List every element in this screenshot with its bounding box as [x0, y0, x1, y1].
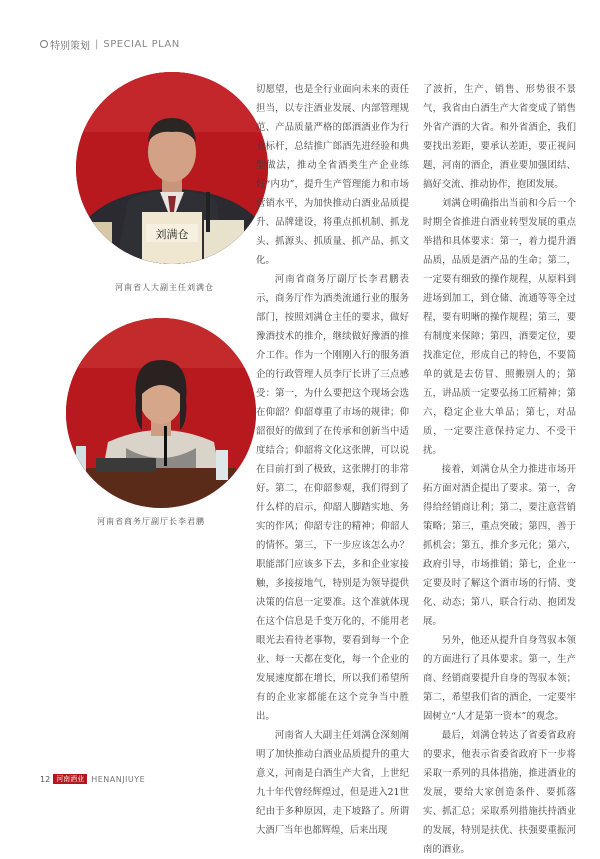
- photo-caption-liu: 河南省人大副主任刘满仓: [115, 283, 214, 292]
- paragraph: 刘满仓明确指出当前和今后一个时期全省推进白酒业转型发展的重点举措和具体要求：第一，着力提升酒品质，品质是酒产品的生命；第二，一定要有细致的操作规程，从原料到进场到加工，到仓储、流通等等全过程，要有明晰的操作规程；第三，要有制度来保障；第四，酒要定位，要找准定位，形成自己的特色，不要简单的就是去仿冒、照搬别人的；第五，讲品质一定要弘扬工匠精神；第六，稳定企业大单品；第七，对品质，一定要注意保持定力、不受干扰。: [423, 198, 576, 456]
- header-divider: |: [95, 38, 99, 50]
- speaker-photo-li: [66, 318, 256, 508]
- speaker-photo-liu: [76, 72, 268, 264]
- paragraph: 接着，刘满仓从全力推进市场开拓方面对酒企提出了要求。第一，舍得给经销商让利；第二，要注意营销策略；第三，重点突破；第四，善于抓机会；第五，推介多元化；第六，政府引导，市场推销；第七，企业一定要及时了解这个酒市场的行情、变化、动态；第八，联合行动、抱团发展。: [423, 464, 576, 627]
- section-header: [40, 36, 180, 52]
- section-title-cn: 特别策划: [50, 40, 90, 52]
- paragraph: 切愿望，也是全行业面向未来的责任担当，以专注酒业发展、内部管理规范、产品质量严格的郎酒酒业作为行业标杆，总结推广郎酒先进经验和典型做法，推动全省酒类生产企业练好“内功”，提升生产管理能力和市场营销水平，为加快推动白酒业品质提升、品牌建设，将重点抓机制、抓龙头、抓源头、抓质量、抓产品、抓文化。: [256, 84, 409, 266]
- bullet-circle-icon: [40, 40, 48, 48]
- page-number: 12: [40, 774, 51, 784]
- nameplate-text: 刘满仓: [155, 228, 189, 241]
- paragraph: 河南省商务厅副厅长李君鹏表示，商务厅作为酒类流通行业的服务部门，按照刘满仓主任的要求，做好豫酒技术的推介，继续做好豫酒的推介工作。作为一个刚刚入行的服务酒企的行政管理人员李厅长讲了三点感受：第一，为什么要把这个现场会选在仰韶？仰韶尊重了市场的规律；仰韶很好的做到了在传承和创新当中适度结合；仰韶将文化这张牌，可以说在目前打到了极致，这张牌打的非常好。第二，在仰韶参观，我们得到了什么样的启示，仰韶人脚踏实地、务实的作风；仰韶专注的精神；仰韶人的情怀。第三，下一步应该怎么办？职能部门应该多下去，多和企业家接触，多接接地气，特别是为领导提供决策的信息一定要准。这个准就体现在这个信息是千变万化的，不能用老眼光去看待老事物，要看到每一个企业、每一天都在变化，每一个企业的发展速度都在增长，所以我们希望所有的企业家都能在这个竞争当中胜出。: [256, 274, 409, 722]
- magazine-name-en: HENANJIUYE: [91, 774, 146, 784]
- paragraph: 另外，他还从提升自身驾驭本领的方面进行了具体要求。第一，生产商、经销商要提升自身的驾驭本领；第二，希望我们省的酒企，一定要牢固树立“人才是第一资本”的观念。: [423, 635, 576, 722]
- paragraph: 最后，刘满仓转达了省委省政府的要求，他表示省委省政府下一步将采取一系列的具体措施，推进酒业的发展，要给大家创造条件、要抓落实、抓汇总；采取系列措施扶持酒业的发展，特别是扶优、扶强要重振河南的酒业。: [423, 730, 576, 855]
- magazine-logo: 河南酒业: [53, 774, 87, 784]
- page-footer: [40, 774, 145, 784]
- paragraph: 了波折，生产、销售、形势很不景气，我省由白酒生产大省变成了销售外省产酒的大省。和外省酒企，我们要找出差距，要承认差距，要正视问题，河南的酒企，酒业要加强团结、搞好交流、推动协作，抱团发展。: [423, 84, 576, 190]
- article-column-1: [256, 80, 409, 840]
- paragraph: 河南省人大副主任刘满仓深刻阐明了加快推动白酒业品质提升的重大意义，河南是白酒生产大省，上世纪九十年代曾经辉煌过，但是进入21世纪由于多种原因，走下坡路了。所谓大酒厂当年也都辉煌，后来出现: [256, 730, 409, 836]
- article-column-2: [423, 80, 576, 859]
- section-title-en: SPECIAL PLAN: [103, 38, 180, 50]
- photo-caption-li: 河南省商务厅副厅长李君鹏: [97, 517, 205, 526]
